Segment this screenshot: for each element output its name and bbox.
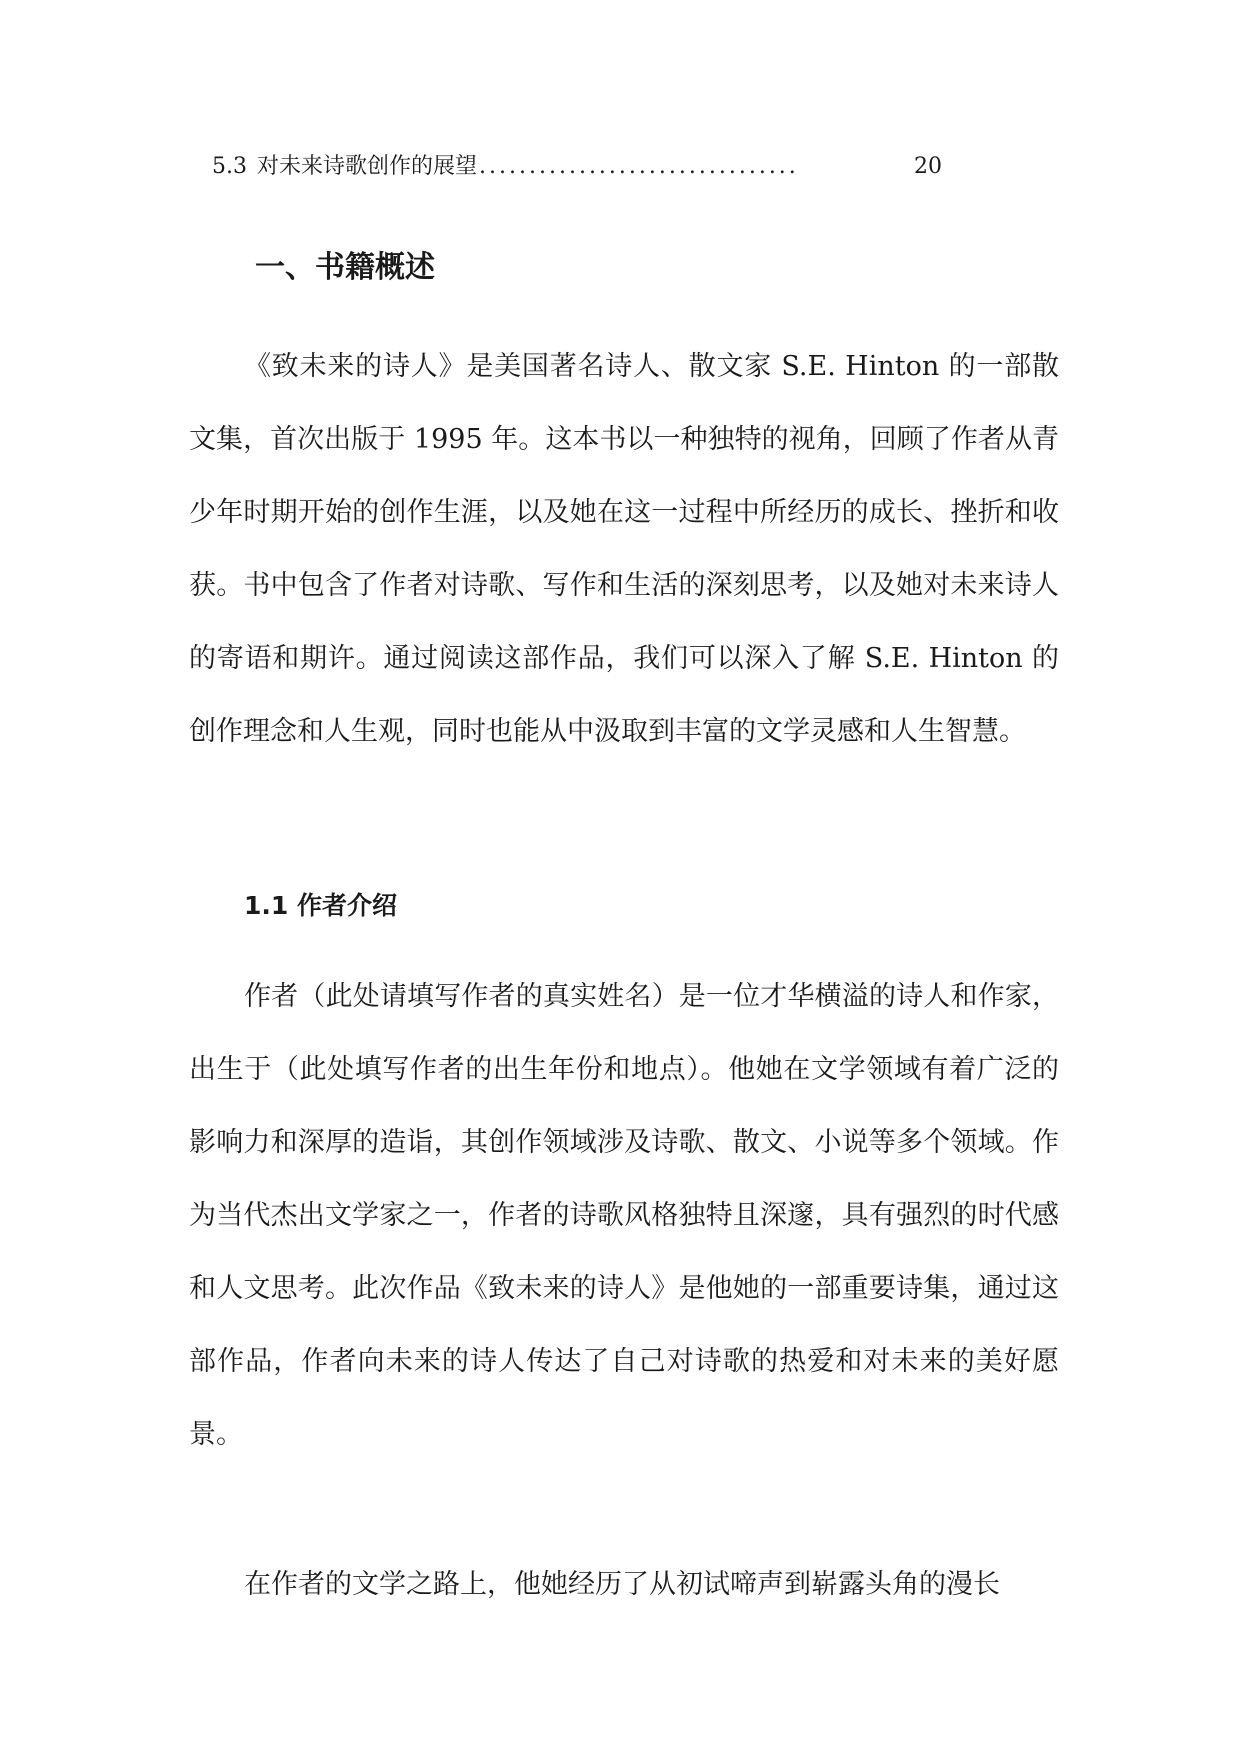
toc-dot-leader: ................................ (479, 154, 799, 179)
toc-entry-number: 5.3 (212, 154, 247, 179)
body-paragraph: 在作者的文学之路上，他她经历了从初试啼声到崭露头角的漫长 (244, 1569, 1000, 1600)
toc-entry-page: 20 (914, 154, 942, 179)
toc-entry[interactable] (212, 150, 942, 184)
section-heading: 一、书籍概述 (255, 250, 435, 285)
body-paragraph: 《致未来的诗人》是美国著名诗人、散文家 S.E. Hinton 的一部散文集，首次出版于 1995 年。这本书以一种独特的视角，回顾了作者从青少年时期开始的创作生涯，以及她在这一过程中所经历的成长、挫折和收获。书中包含了作者对诗歌、写作和生活的深刻思考，以及她对未来诗人的寄语和期许。通过阅读这部作品，我们可以深入了解 S.E. Hinton 的创作理念和人生观，同时也能从中汲取到丰富的文学灵感和人生智慧。 (189, 351, 1059, 747)
subsection-heading: 1.1 作者介绍 (244, 891, 397, 920)
body-paragraph: 作者（此处请填写作者的真实姓名）是一位才华横溢的诗人和作家，出生于（此处填写作者的出生年份和地点）。他她在文学领域有着广泛的影响力和深厚的造诣，其创作领域涉及诗歌、散文、小说等多个领域。作为当代杰出文学家之一，作者的诗歌风格独特且深邃，具有强烈的时代感和人文思考。此次作品《致未来的诗人》是他她的一部重要诗集，通过这部作品，作者向未来的诗人传达了自己对诗歌的热爱和对未来的美好愿景。 (189, 981, 1059, 1450)
toc-entry-title: 对未来诗歌创作的展望 (257, 154, 478, 179)
